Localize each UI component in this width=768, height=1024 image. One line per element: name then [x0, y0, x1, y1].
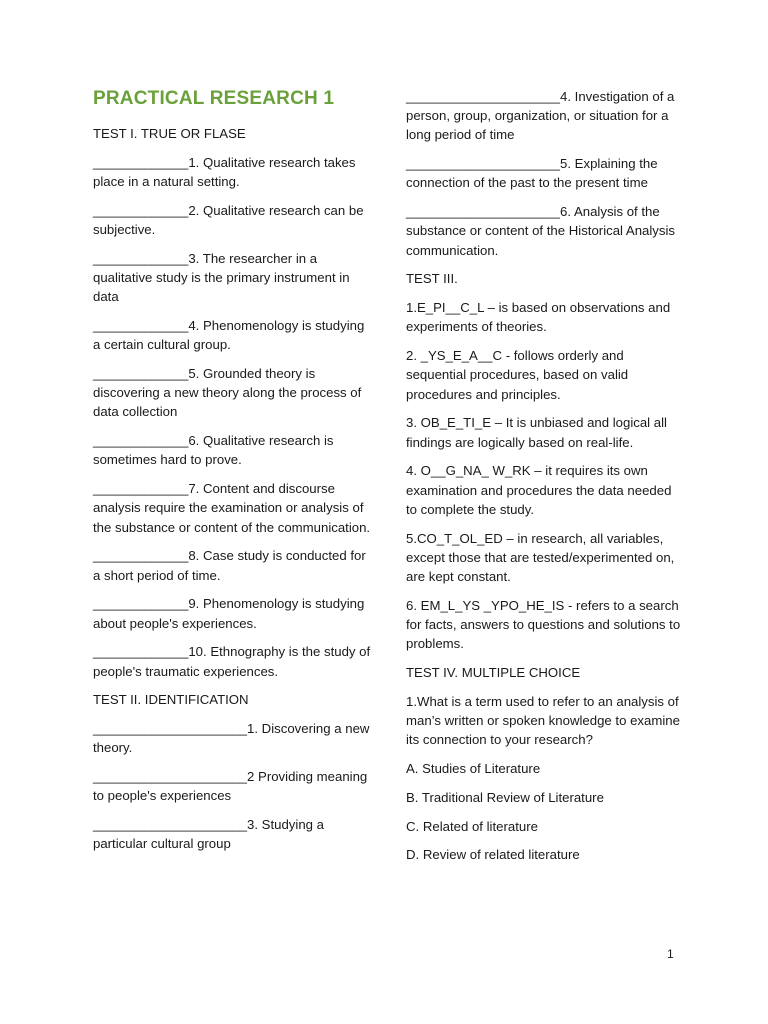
test-1-item-4: _____________4. Phenomenology is studying a certain cultural group.: [93, 318, 365, 353]
test-4-option-a: A. Studies of Literature: [406, 761, 541, 777]
test-1-heading: TEST I. TRUE OR FLASE: [93, 126, 246, 141]
test-1-item-1: _____________1. Qualitative research takes place in a natural setting.: [93, 154, 356, 189]
test-4-option-b: B. Traditional Review of Literature: [406, 789, 604, 805]
test-2-item-2: _____________________2 Providing meaning to people's experiences: [93, 769, 368, 804]
test-1-item-9: _____________9. Phenomenology is studying about people's experiences.: [93, 596, 365, 631]
test-2-item-4: _____________________4. Investigation of a person, group, organization, or situation for a long period of time: [406, 89, 675, 143]
page-number: 1: [667, 947, 674, 961]
test-4-option-c: C. Related of literature: [406, 818, 538, 834]
test-2-item-6: _____________________6. Analysis of the substance or content of the Historical Analysis communication.: [406, 204, 676, 258]
test-1-item-7: _____________7. Content and discourse analysis require the examination or analysis of the substance or content of the communication.: [93, 481, 371, 535]
test-2-item-3: _____________________3. Studying a particular cultural group: [93, 817, 325, 852]
test-1-item-2: _____________2. Qualitative research can be subjective.: [93, 202, 364, 237]
test-4-question-1: 1.What is a term used to refer to an analysis of man’s written or spoken knowledge to examine its connection to your research?: [406, 693, 680, 748]
test-3-item-3: 3. OB_E_TI_E – It is unbiased and logical all findings are logically based on real-life.: [406, 415, 667, 450]
test-3-item-5: 5.CO_T_OL_ED – in research, all variables, except those that are tested/experimented on, are kept constant.: [406, 530, 675, 585]
test-3-item-4: 4. O__G_NA_ W_RK – it requires its own examination and procedures the data needed to complete the study.: [406, 463, 672, 517]
test-2-item-5: _____________________5. Explaining the connection of the past to the present time: [406, 156, 658, 191]
test-4-heading: TEST IV. MULTIPLE CHOICE: [406, 665, 581, 681]
test-1-item-5: _____________5. Grounded theory is discovering a new theory along the process of data collection: [93, 366, 362, 420]
test-3-heading: TEST III.: [406, 271, 458, 287]
test-3-item-6: 6. EM_L_YS _YPO_HE_IS - refers to a search for facts, answers to questions and solutions to problems.: [406, 597, 681, 652]
test-2-heading: TEST II. IDENTIFICATION: [93, 692, 249, 708]
test-1-item-6: _____________6. Qualitative research is sometimes hard to prove.: [93, 433, 334, 468]
test-1-item-8: _____________8. Case study is conducted for a short period of time.: [93, 548, 366, 583]
test-4-option-d: D. Review of related literature: [406, 847, 580, 863]
test-1-item-3: _____________3. The researcher in a qualitative study is the primary instrument in data: [93, 250, 350, 305]
left-column: [93, 124, 371, 863]
test-3-item-1: 1.E_PI__C_L – is based on observations and experiments of theories.: [406, 300, 671, 335]
test-1-item-10: _____________10. Ethnography is the study of people's traumatic experiences.: [93, 644, 371, 679]
test-3-item-2: 2. _YS_E_A__C - follows orderly and sequential procedures, based on valid procedures and principles.: [406, 348, 629, 402]
right-column: [406, 87, 686, 874]
document-title: PRACTICAL RESEARCH 1: [93, 88, 335, 109]
test-2-item-1: _____________________1. Discovering a new theory.: [93, 721, 370, 756]
